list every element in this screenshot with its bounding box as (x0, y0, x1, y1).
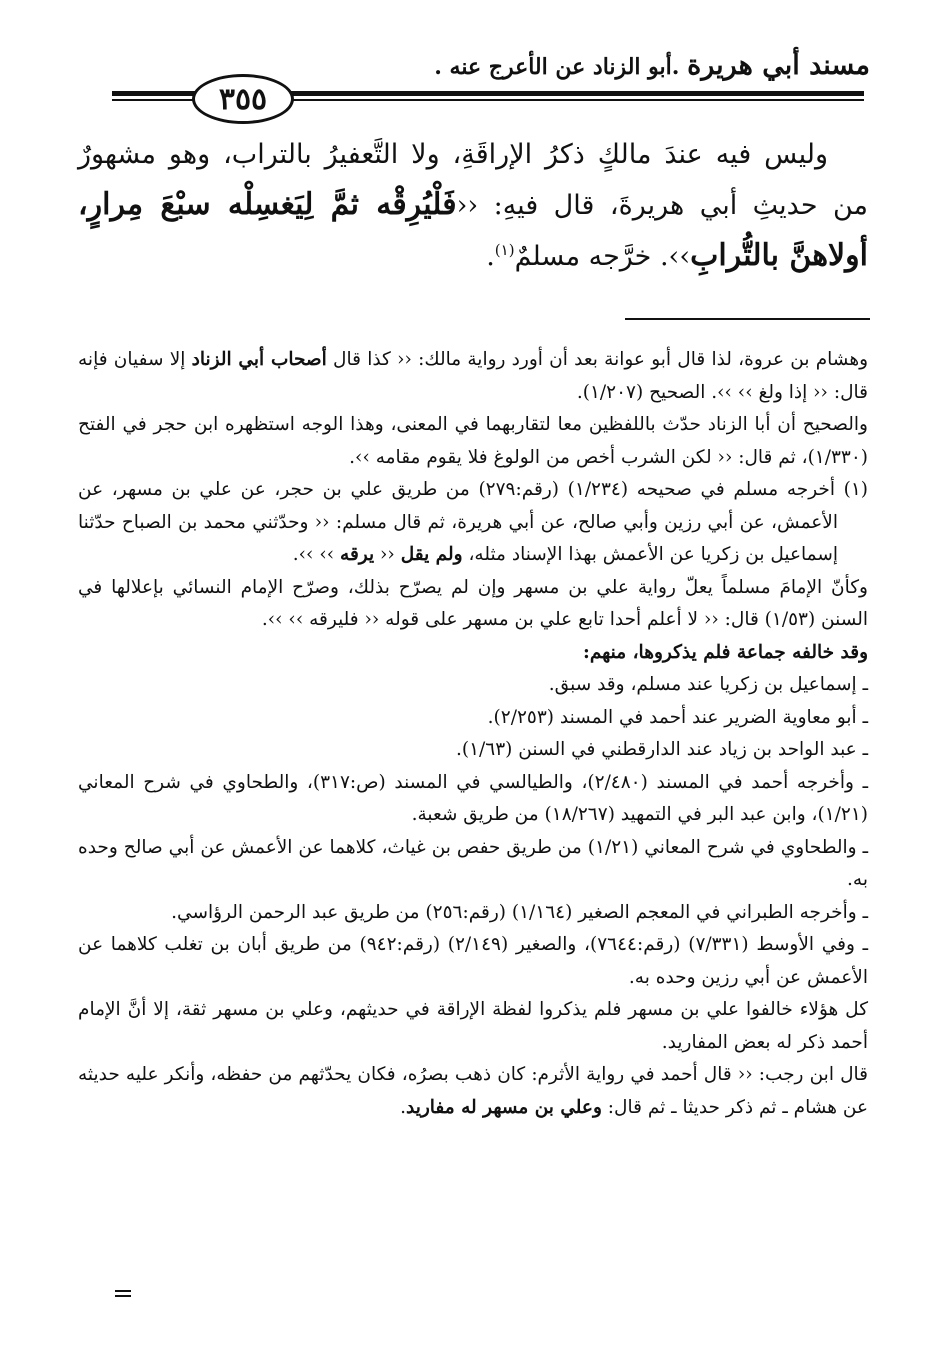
chapter-subtitle: .أبو الزناد عن الأعرج عنه . (434, 54, 680, 80)
footnote-line: وكأنّ الإمامَ مسلماً يعلّ رواية علي بن مسهر وإن لم يصرّح بذلك، وصرّح الإمام النسائي بإعلالها في السنن (١/٥٣) قال: ‹‹ لا أعلم أحدا تابع علي بن مسهر على قوله ‹‹ فليرقه ›› ››. (78, 576, 868, 630)
footnote-number: (١) (843, 479, 869, 500)
page-number-oval (192, 74, 294, 124)
list-item: ـ وفي الأوسط (٧/٣٣١) (رقم:٧٦٤٤)، والصغير (٢/١٤٩) (رقم:٩٤٢) من طريق أبان بن تغلب كلاهما عن الأعمش عن أبي رزين وحده به. (78, 934, 869, 988)
list-item: ـ عبد الواحد بن زياد عند الدارقطني في السنن (١/٦٣). (456, 739, 868, 760)
main-text (78, 130, 868, 282)
footnotes (78, 344, 868, 1124)
list-item: ـ أبو معاوية الضرير عند أحمد في المسند (٢/٢٥٣). (487, 706, 868, 728)
list-item: ـ والطحاوي في شرح المعاني (١/٢١) من طريق حفص بن غياث، كلاهما عن الأعمش عن أبي صالح وحده به. (78, 836, 869, 890)
footnote-line: قال ابن رجب: ‹‹ قال أحمد في رواية الأثرم: كان ذهب بصرُه، فكان يحدّثهم من حفظه، وأنكر عليه حديثه عن هشام ـ ثم ذكر حديثا ـ ثم قال: وعلي بن مسهر له مفاريد. (78, 1064, 868, 1118)
page-number: ٣٥٥ (218, 81, 268, 117)
footnote-subheading: وقد خالفه جماعة فلم يذكروها، منهم: (582, 641, 868, 663)
footnote-ref: (١) (494, 241, 515, 259)
footnote-line: والصحيح أن أبا الزناد حدّث باللفظين معا لتقاربهما في المعنى، وهذا الوجه استظهره ابن حجر في الفتح (١/٣٣٠)، ثم قال: ‹‹ لكن الشرب أخص من الولوغ فلا يقوم مقامه ››. (78, 414, 868, 468)
list-item: ـ وأخرجه الطبراني في المعجم الصغير (١/١٦٤) (رقم:٢٥٦) من طريق عبد الرحمن الرؤاسي. (171, 901, 868, 923)
footnote-separator (625, 318, 870, 320)
footnote-line: كل هؤلاء خالفوا علي بن مسهر فلم يذكروا لفظة الإراقة في حديثهم، وعلي بن مسهر ثقة، إلا أنَّ الإمام أحمد ذكر له بعض المفاريد. (78, 999, 868, 1053)
footnote-line: وهشام بن عروة، لذا قال أبو عوانة بعد أن أورد رواية مالك: ‹‹ كذا قال أصحاب أبي الزناد إلا سفيان فإنه قال: ‹‹ إذا ولغ ›› ››. الصحيح (١/٢٠٧). (78, 349, 869, 403)
footnote-1: (١) أخرجه مسلم في صحيحه (١/٢٣٤) (رقم:٢٧٩) من طريق علي بن حجر، عن علي بن مسهر، عن الأعمش، عن أبي رزين وأبي صالح، عن أبي هريرة، ثم قال مسلم: ‹‹ وحدّثني محمد بن الصباح حدّثنا إسماعيل بن زكريا عن الأعمش بهذا الإسناد مثله، ولم يقل ‹‹ يرقه ›› ››. (78, 479, 869, 565)
hadith-text: فَلْيُرِقْه ثمَّ لِيَغسِلْه سبْعَ مِرارٍ، أولاهنَّ بالتُّرابِ (78, 187, 868, 273)
main-paragraph: وليس فيه عندَ مالكٍ ذكرُ الإراقَةِ، ولا التَّعفيرُ بالتراب، وهو مشهورٌ من حديثِ أبي هريرةَ، قال فيهِ: ‹‹فَلْيُرِقْه ثمَّ لِيَغسِلْه سبْعَ مِرارٍ، أولاهنَّ بالتُّرابِ››. خرَّجه مسلمٌ$^{(١)}$. (78, 139, 869, 273)
list-item: ـ إسماعيل بن زكريا عند مسلم، وقد سبق. (548, 674, 868, 695)
book-title: مسند أبي هريرة (687, 50, 870, 81)
list-item: ـ وأخرجه أحمد في المسند (٢/٤٨٠)، والطيالسي في المسند (ص:٣١٧)، والطحاوي في شرح المعاني (١/٢١)، وابن عبد البر في التمهيد (١٨/٢٦٧) من طريق شعبة. (78, 771, 868, 825)
end-mark (115, 1290, 131, 1297)
running-head (434, 50, 870, 81)
